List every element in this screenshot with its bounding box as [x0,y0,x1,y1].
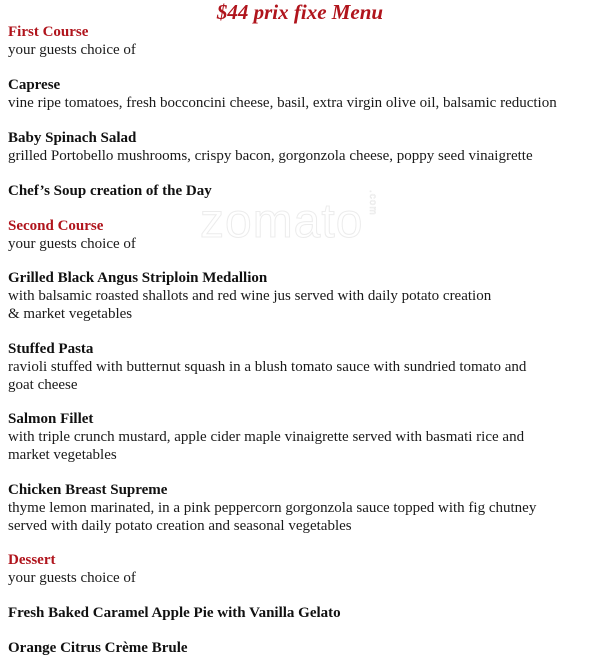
menu-item-name: Fresh Baked Caramel Apple Pie with Vanilla Gelato [8,605,341,621]
menu-item-description: with balsamic roasted shallots and red wine jus served with daily potato creation [8,288,492,304]
section-heading-second-course: Second Course [8,218,104,234]
menu-item-description: served with daily potato creation and seasonal vegetables [8,518,352,534]
menu-item-name: Grilled Black Angus Striploin Medallion [8,270,268,286]
menu-item-description: thyme lemon marinated, in a pink peppercorn gorgonzola sauce topped with fig chutney [8,500,537,516]
watermark-text: zomato [200,195,364,248]
menu-item-name: Caprese [8,77,61,93]
section-heading-first-course: First Course [8,24,89,40]
menu-item-description: ravioli stuffed with butternut squash in a blush tomato sauce with sundried tomato and [8,359,527,375]
menu-item-description: grilled Portobello mushrooms, crispy bacon, gorgonzola cheese, poppy seed vinaigrette [8,148,533,164]
section-subheading: your guests choice of [8,236,136,252]
section-heading-dessert: Dessert [8,552,56,568]
menu-item-name: Orange Citrus Crème Brule [8,640,188,656]
section-subheading: your guests choice of [8,42,136,58]
watermark-suffix: .com [367,190,379,216]
section-subheading: your guests choice of [8,570,136,586]
menu-item-name: Chef’s Soup creation of the Day [8,183,212,199]
menu-item-description: & market vegetables [8,306,133,322]
zomato-watermark [200,190,389,248]
menu-item-name: Salmon Fillet [8,411,94,427]
menu-item-description: with triple crunch mustard, apple cider maple vinaigrette served with basmati rice and [8,429,525,445]
menu-item-name: Stuffed Pasta [8,341,94,357]
menu-item-description: vine ripe tomatoes, fresh bocconcini cheese, basil, extra virgin olive oil, balsamic reduction [8,95,557,111]
menu-item-name: Chicken Breast Supreme [8,482,168,498]
menu-item-description: market vegetables [8,447,117,463]
menu-title: $44 prix fixe Menu [216,0,384,24]
menu-item-name: Baby Spinach Salad [8,130,137,146]
menu-item-description: goat cheese [8,377,78,393]
